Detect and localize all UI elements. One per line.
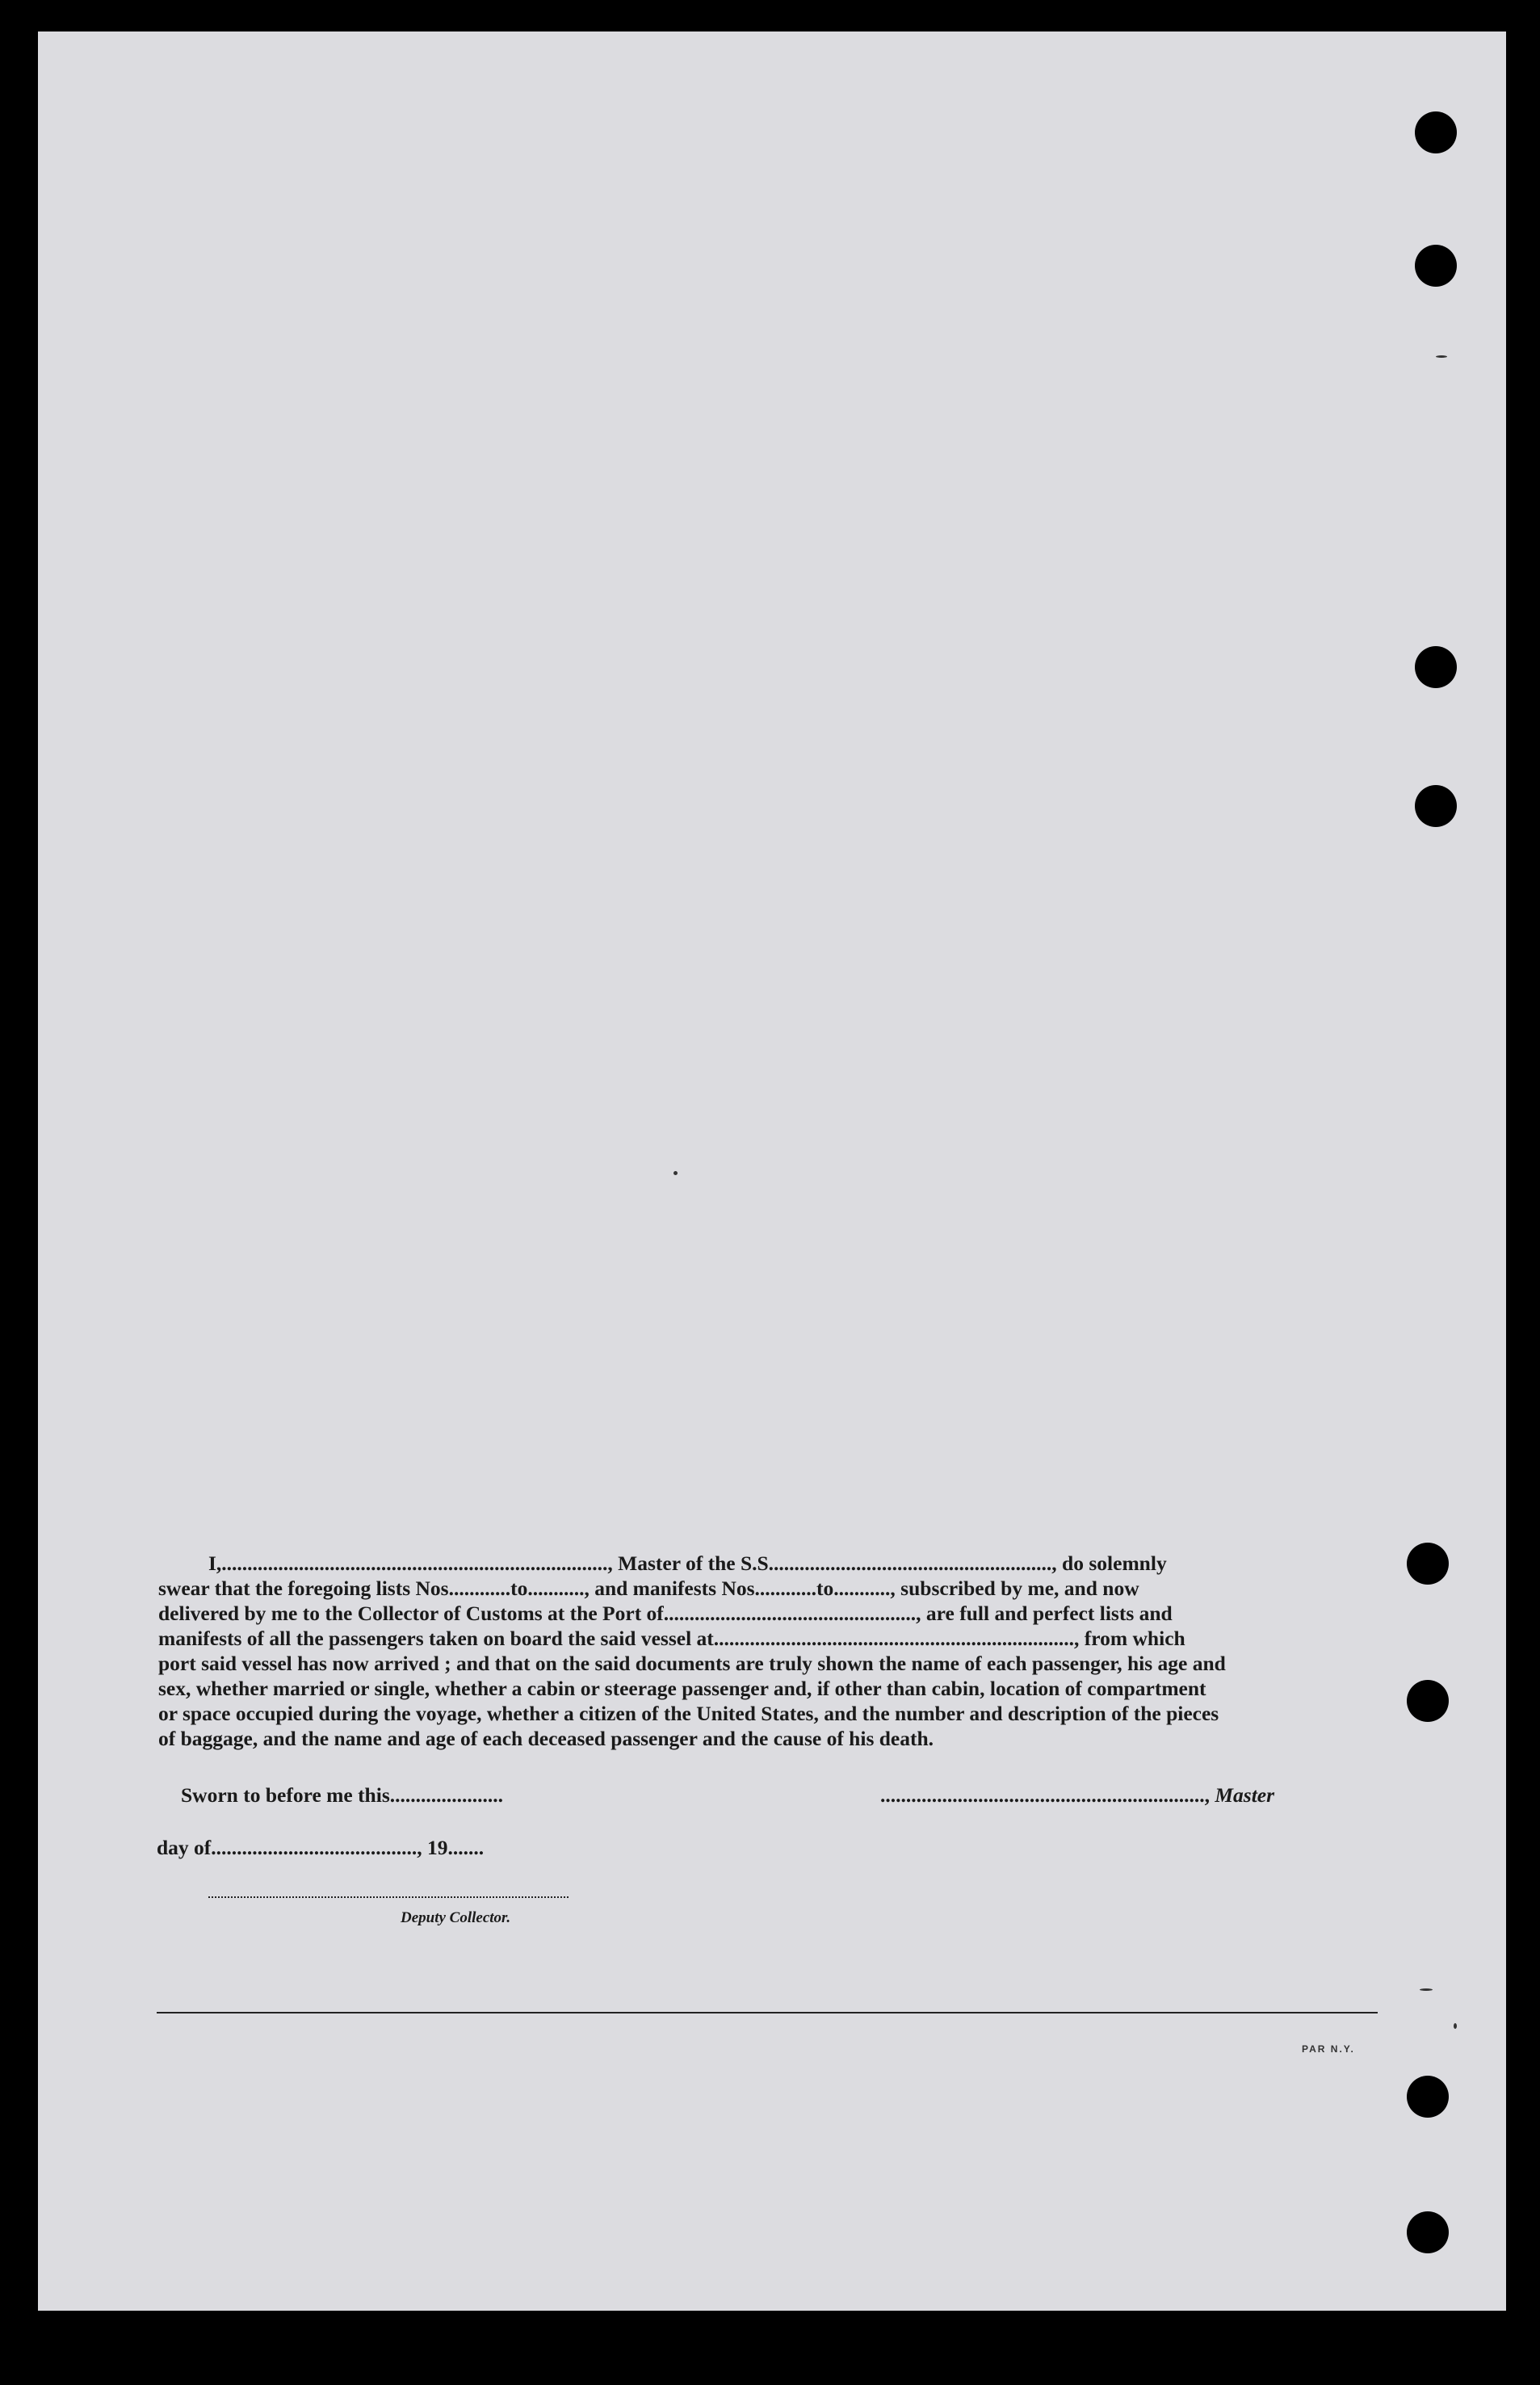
oath-line: of baggage, and the name and age of each deceased passenger and the cause of his death. xyxy=(158,1727,934,1750)
oath-line: I,..........................................................................., Master of the S.S......................................................., do solemnly xyxy=(208,1552,1167,1575)
oath-line: port said vessel has now arrived ; and that on the said documents are truly shown the name of each passenger, his age and xyxy=(158,1652,1226,1675)
punch-hole xyxy=(1415,111,1457,153)
sworn-before-line: Sworn to before me this...................... xyxy=(181,1783,503,1807)
scan-speck xyxy=(1420,1988,1433,1991)
document-page xyxy=(38,31,1506,2311)
master-label: Master xyxy=(1215,1783,1275,1807)
oath-line: sex, whether married or single, whether a cabin or steerage passenger and, if other than cabin, location of compartment xyxy=(158,1677,1206,1700)
punch-hole xyxy=(1407,1680,1449,1722)
oath-line: swear that the foregoing lists Nos............to..........., and manifests Nos............to..........., subscribed by me, and now xyxy=(158,1577,1139,1600)
punch-hole xyxy=(1407,2211,1449,2253)
scan-speck xyxy=(1454,2023,1457,2029)
punch-hole xyxy=(1407,1543,1449,1585)
deputy-collector-label: Deputy Collector. xyxy=(401,1909,511,1926)
master-signature-line xyxy=(880,1783,1274,1808)
scan-speck xyxy=(1436,355,1447,358)
punch-hole xyxy=(1415,245,1457,287)
punch-hole xyxy=(1407,2076,1449,2118)
master-signature-dots: ..............................................................., xyxy=(880,1783,1210,1807)
punch-hole xyxy=(1415,785,1457,827)
oath-line: manifests of all the passengers taken on board the said vessel at......................................................................, from which xyxy=(158,1627,1185,1650)
date-line: day of........................................, 19....... xyxy=(157,1836,485,1859)
horizontal-rule xyxy=(157,2012,1378,2013)
scan-speck xyxy=(673,1171,678,1175)
printer-mark: PAR N.Y. xyxy=(1302,2043,1355,2055)
master-oath-paragraph xyxy=(158,1551,1379,1751)
punch-hole xyxy=(1415,646,1457,688)
oath-line: delivered by me to the Collector of Customs at the Port of................................................., are full and perfect lists and xyxy=(158,1602,1173,1625)
deputy-signature-line xyxy=(208,1896,569,1898)
oath-line: or space occupied during the voyage, whether a citizen of the United States, and the number and description of the pieces xyxy=(158,1702,1219,1725)
